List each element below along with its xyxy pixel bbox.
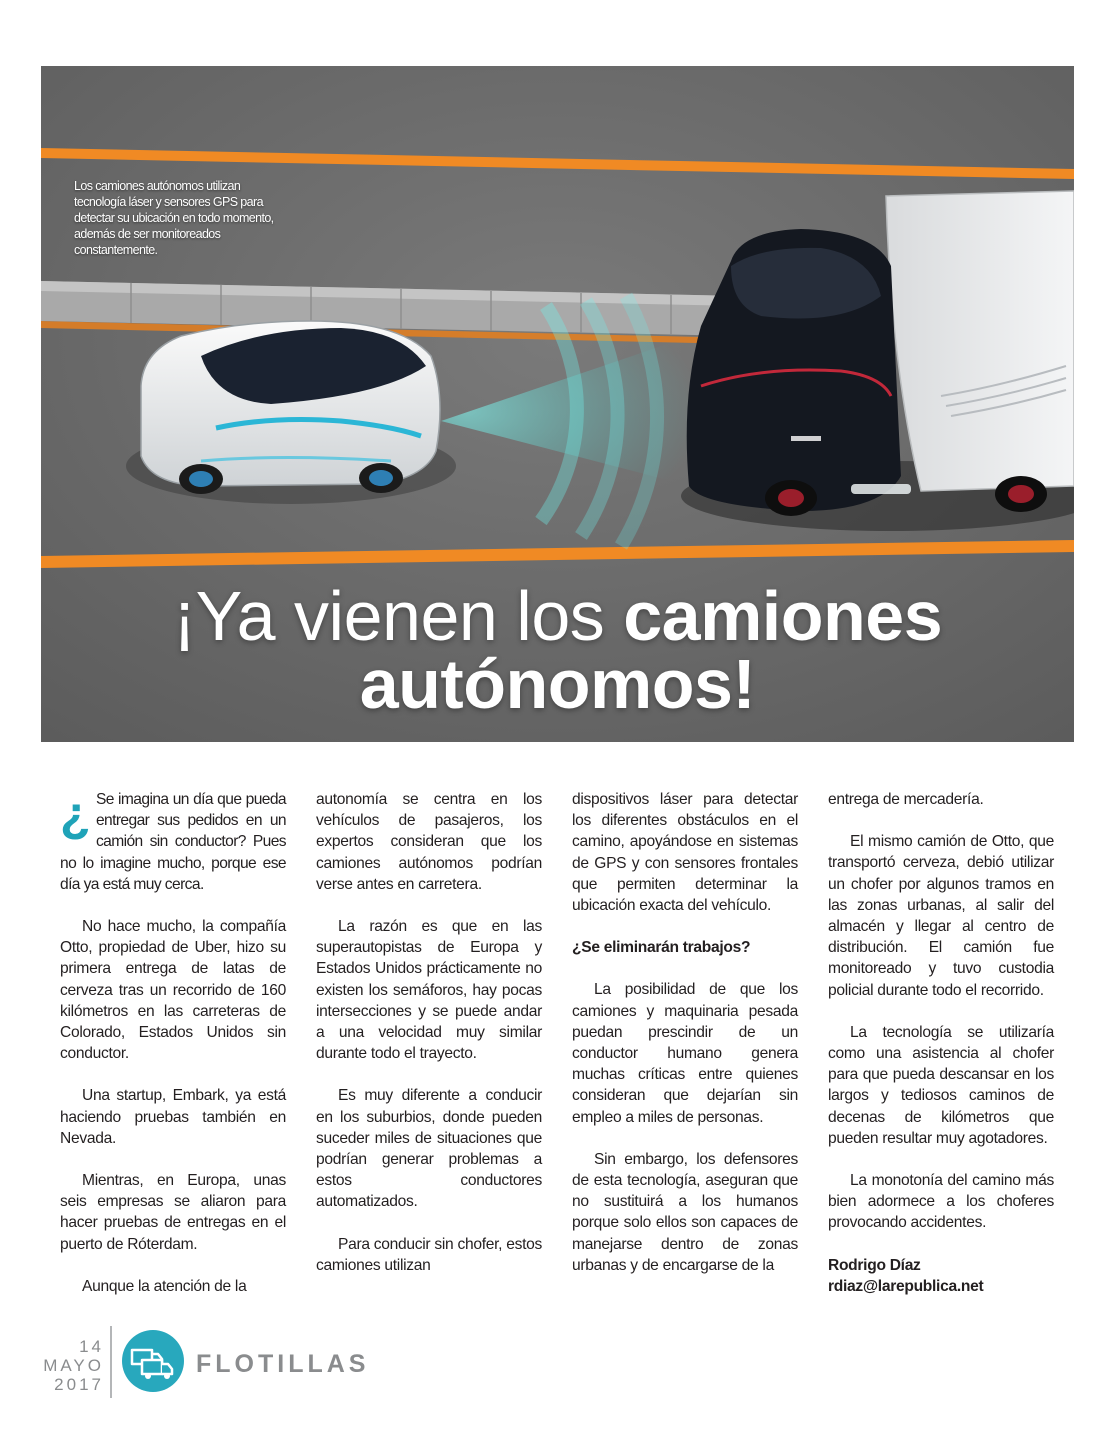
paragraph: La tecnología se utilizaría como una asistencia al chofer para que pueda descansar en los largos y tediosos caminos de decenas de kilómetros que pueden resultar muy agotadores. — [828, 1023, 1054, 1147]
paragraph: La posibilidad de que los camiones y maquinaria pesada puedan prescindir de un conductor humano genera muchas críticas entre quienes consideran que dejarían sin empleo a miles de personas. — [572, 981, 798, 1126]
paragraph: No hace mucho, la compañía Otto, propiedad de Uber, hizo su primera entrega de latas de cerveza tras un recorrido de 160 kilómetros en las carreteras de Colorado, Estados Unidos sin conductor. — [60, 918, 286, 1063]
photo-caption: Los camiones autónomos utilizan tecnología láser y sensores GPS para detectar su ubicación en todo momento, además de ser monitoreados constantemente. — [74, 179, 274, 257]
paragraph: La monotonía del camino más bien adormece a los choferes provocando accidentes. — [828, 1172, 1054, 1232]
article-column-3 — [572, 789, 798, 1297]
magazine-name: FLOTILLAS — [196, 1350, 370, 1378]
paragraph: Sin embargo, los defensores de esta tecnología, aseguran que no sustituirá a los humanos porque solo ellos son capaces de manejarse dentro de zonas urbanas y de encargarse de la — [572, 1150, 798, 1274]
paragraph: autonomía se centra en los vehículos de pasajeros, los expertos consideran que los camiones autónomos podrían verse antes en carretera. — [316, 791, 542, 893]
paragraph: Aunque la atención de la — [82, 1277, 247, 1295]
issue-year: 2017 — [54, 1375, 104, 1394]
headline-part-bold-2: autónomos! — [359, 645, 756, 723]
article-column-4 — [828, 789, 1054, 1318]
page-number: 14 — [79, 1337, 104, 1356]
headline-part-bold-1: camiones — [623, 577, 943, 655]
hero-image — [41, 66, 1074, 742]
issue-month: MAYO — [43, 1356, 104, 1375]
autonomous-car — [141, 321, 440, 494]
paragraph: La razón es que en las superautopistas de Europa y Estados Unidos prácticamente no existen los semáforos, hay pocas intersecciones y se puede andar a una velocidad muy similar durante todo el trayecto. — [316, 918, 542, 1063]
paragraph: entrega de mercadería. — [828, 791, 984, 808]
paragraph: El mismo camión de Otto, que transportó cerveza, debió utilizar un chofer por algunos tramos en las zonas urbanas, al salir del almacén y llegar al centro de distribución. El camión fue monitoreado y tuvo custodia policial durante todo el recorrido. — [828, 833, 1054, 999]
paragraph: Mientras, en Europa, unas seis empresas se aliaron para hacer pruebas de entregas en el puerto de Róterdam. — [60, 1172, 286, 1253]
section-subheading: ¿Se eliminarán trabajos? — [572, 939, 751, 957]
drop-cap: ¿ — [60, 786, 90, 842]
footer-divider — [110, 1326, 112, 1398]
author-name: Rodrigo Díaz — [828, 1256, 921, 1274]
headline-part-light: ¡Ya vienen los — [172, 577, 624, 655]
brand-logo — [122, 1330, 184, 1392]
trucks-icon — [122, 1330, 184, 1392]
article-column-1 — [60, 786, 286, 1318]
author-email: rdiaz@larepublica.net — [828, 1277, 984, 1295]
paragraph: dispositivos láser para detectar los diferentes obstáculos en el camino, apoyándose en sistemas de GPS y con sensores frontales que permiten determinar la ubicación exacta del vehículo. — [572, 791, 798, 915]
paragraph: Una startup, Embark, ya está haciendo pruebas también en Nevada. — [60, 1087, 286, 1147]
paragraph: ¿ Se imagina un día que pueda entregar sus pedidos en un camión sin conductor? Pues no lo imagine mucho, porque ese día ya está muy cerca. — [60, 786, 286, 893]
article-headline — [41, 577, 1074, 723]
issue-date — [30, 1337, 104, 1394]
paragraph: Para conducir sin chofer, estos camiones utilizan — [316, 1235, 542, 1274]
paragraph: Es muy diferente a conducir en los suburbios, donde pueden suceder miles de situaciones que podrían generar problemas a estos conductores automatizados. — [316, 1087, 542, 1211]
article-column-2 — [316, 789, 542, 1297]
